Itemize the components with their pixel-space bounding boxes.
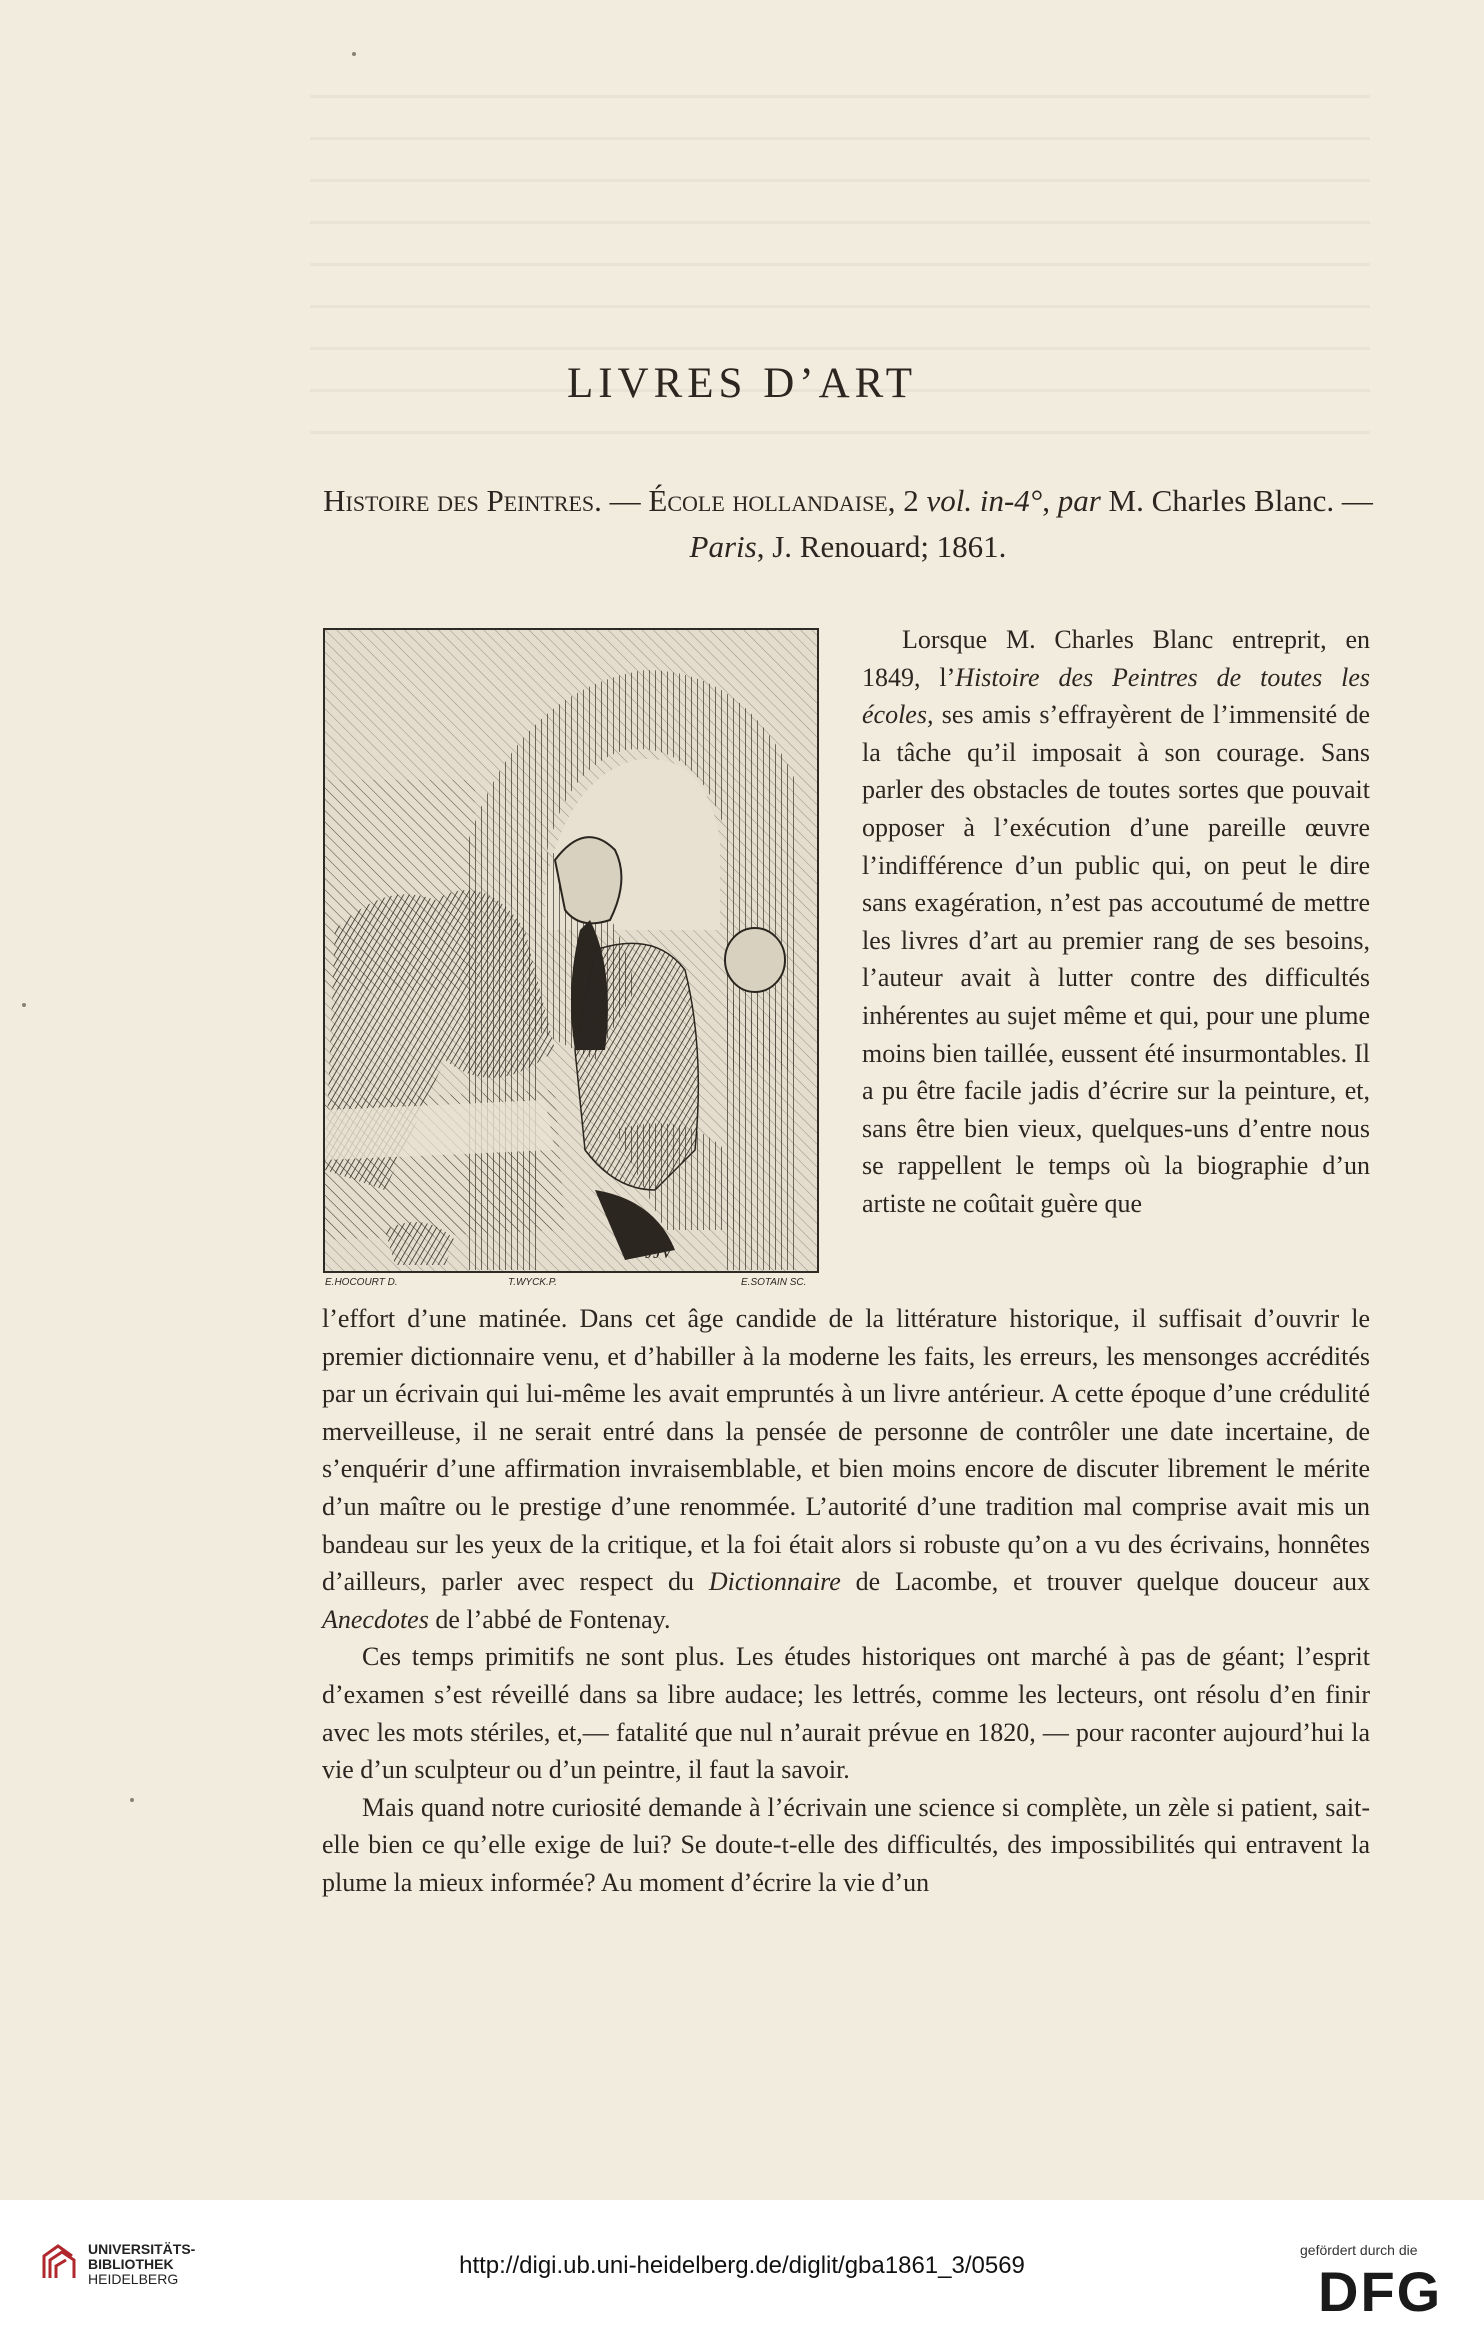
engraving-figure — [323, 628, 823, 1273]
engraver-monogram: JJV — [645, 1242, 672, 1262]
credit-engraver: E.SOTAIN SC. — [741, 1277, 807, 1288]
paragraph-opening — [862, 621, 1370, 1223]
paragraph-text: Lorsque M. Charles Blanc entreprit, en 1849, l’ — [862, 625, 1370, 692]
engraving-illustration — [325, 630, 817, 1271]
citation-separator: , 2 — [887, 483, 927, 518]
citation-series-title: Histoire des Peintres — [323, 483, 595, 518]
citation-format: vol. in-4° — [926, 483, 1043, 518]
citation-separator: , — [1042, 483, 1058, 518]
engraving-frame — [323, 628, 819, 1273]
citation-place: Paris — [689, 529, 757, 564]
paragraph-text: ses amis s’effrayèrent de l’immensité de la tâche qu’il imposait à son courage. Sans parler des obstacles de toutes sortes que pouvait opposer à l’exécution d’une pareille œuvre l’indifférence d’un public qui, on peut le dire sans exagération, n’est pas accoutumé de mettre les livres d’art au premier rang de ses besoins, l’auteur avait à lutter contre des difficultés inhérentes au sujet même et qui, pour une plume moins bien taillée, eussent été insurmontables. Il a pu être facile jadis d’écrire sur la peinture, et, sans être bien vieux, quelques-uns d’entre nous se rappellent le temps où la biographie d’un artiste ne coûtait guère que — [862, 700, 1370, 1218]
margin-speck — [22, 1003, 26, 1007]
paragraph-text: l’effort d’une matinée. Dans cet âge candide de la littérature historique, il suffisait d’ouvrir le premier dictionnaire venu, et d’habiller à la moderne les faits, les erreurs, les mensonges accrédités par un écrivain qui lui-même les avait empruntés à un livre antérieur. A cette époque d’une crédulité merveilleuse, il ne serait entré dans la pensée de personne de contrôler une date incertaine, de s’enquérir d’une affirmation invraisemblable, et bien moins encore de discuter librement le mérite d’un maître ou le prestige d’une renommée. L’autorité d’une tradition mal comprise avait mis un bandeau sur les yeux de la critique, et la foi était alors si robuste qu’on a vu des écrivains, honnêtes d’ailleurs, parler avec respect du — [322, 1304, 1370, 1597]
book-title-italic: Histoire des Peintres de toutes les écoles, — [862, 662, 1370, 730]
margin-speck — [130, 1798, 134, 1802]
citation-author: M. Charles Blanc. — — [1100, 483, 1373, 518]
library-name-line: BIBLIOTHEK — [88, 2256, 174, 2272]
page-title: LIVRES D’ART — [566, 359, 918, 407]
permalink-url[interactable]: http://digi.ub.uni-heidelberg.de/diglit/gba1861_3/0569 — [459, 2252, 1025, 2279]
paragraph-text: de l’abbé de Fontenay. — [428, 1604, 671, 1634]
paragraph-two: Ces temps primitifs ne sont plus. Les études historiques ont marché à pas de géant; l’esprit d’examen s’est réveillé dans sa libre audace; les lettrés, comme les lecteurs, ont résolu d’en finir avec les mots stériles, et,— fatalité que nul n’aurait prévue en 1820, — pour raconter aujourd’hui la vie d’un sculpteur ou d’un peintre, il faut la savoir. — [322, 1642, 1370, 1785]
margin-speck — [352, 52, 356, 56]
credit-draughtsman: E.HOCOURT D. — [325, 1277, 398, 1288]
viewer-footer — [0, 2200, 1484, 2332]
engraving-credits — [323, 1277, 823, 1291]
citation-par: par — [1057, 483, 1101, 518]
citation-separator: . — — [594, 483, 649, 518]
paragraph-body — [322, 1300, 1370, 1902]
credit-painter: T.WYCK.P. — [508, 1277, 557, 1288]
paragraph-text: de Lacombe, et trouver quelque douceur aux — [840, 1567, 1370, 1597]
citation-school: École hollandaise — [648, 483, 888, 518]
citation-publisher: , J. Renouard; 1861. — [756, 529, 1007, 564]
paragraph-three: Mais quand notre curiosité demande à l’écrivain une science si complète, un zèle si patient, sait-elle bien ce qu’elle exige de lui? Se doute-t-elle des difficultés, des impossibilités qui entravent la plume la mieux informée? Au moment d’écrire la vie d’un — [322, 1792, 1370, 1897]
funding-caption: gefördert durch die — [1300, 2242, 1418, 2258]
dfg-logo[interactable]: DFG — [1318, 2260, 1443, 2323]
library-name-line: HEIDELBERG — [88, 2271, 179, 2287]
library-name-line: UNIVERSITÄTS- — [88, 2241, 196, 2257]
dictionary-title-italic: Dictionnaire — [708, 1567, 841, 1597]
anecdotes-title-italic: Anecdotes — [322, 1604, 429, 1634]
book-citation — [310, 478, 1386, 570]
